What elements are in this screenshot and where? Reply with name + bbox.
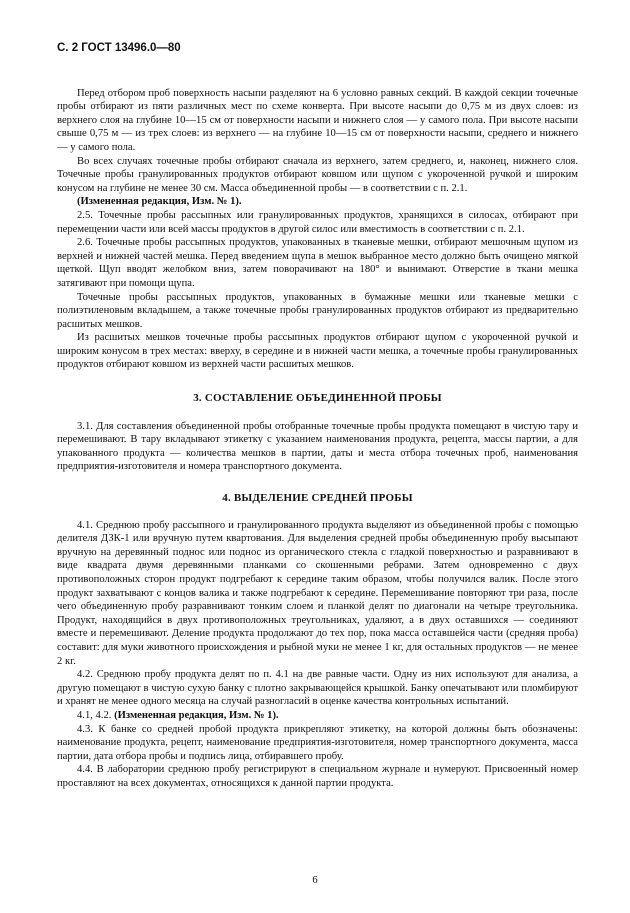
paragraph-4-2: 4.2. Среднюю пробу продукта делят по п. 4.1 на две равные части. Одну из них используют для анализа, а другую помещают в чистую сухую банку с плотно закрывающейся крышкой. Банку опечатывают или пломбируют и хранят не менее одного месяца на случай разногласий в оценке качества контрольных испытаний. [57, 669, 578, 708]
paragraph-3-1: 3.1. Для составления объединенной пробы отобранные точечные пробы продукта помещают в чистую тару и перемешивают. В тару вкладывают этикетку с указанием наименования продукта, рецепта, массы партии, а для упакованного продукта — количества мешков в партии, даты и места отбора точечных проб, наименования предприятия-изготовителя и номера транспортного документа. [57, 420, 578, 473]
paragraph-opened-bags: Из расшитых мешков точечные пробы рассыпных продуктов отбирают щупом с укороченной ручкой и широким конусом в трех местах: вверху, в середине и в нижней части мешка, а точечные пробы гранулированных продуктов отбирают ковшом из верхней части расшитых мешков. [57, 332, 578, 371]
paragraph-2-5: 2.5. Точечные пробы рассыпных или гранулированных продуктов, хранящихся в силосах, отбирают при перемещении части или всей массы продуктов в другой силос или вместимость в соответствии с п. 2.1. [57, 209, 578, 235]
paragraph-4-3: 4.3. К банке со средней пробой продукта прикрепляют этикетку, на которой должны быть обозначены: наименование продукта, рецепт, наименование предприятия-изготовителя, номер транспортного документа, масса партии, дата отбора пробы и подпись лица, отбиравшего пробу. [57, 723, 578, 762]
edit-note-4-prefix: 4.1, 4.2. [77, 709, 112, 721]
section-4-title: 4. ВЫДЕЛЕНИЕ СРЕДНЕЙ ПРОБЫ [222, 492, 413, 505]
paragraph-sampling-heap: Перед отбором проб поверхность насыпи разделяют на 6 условно равных секций. В каждой секции точечные пробы отбирают из пяти различных мест по схеме конверта. При высоте насыпи до 0,75 м из двух слоев: из верхнего слоя на глубине 10—15 см от поверхности насыпи и нижнего слоя — у самого пола. При высоте насыпи свыше 0,75 м — из трех слоев: из верхнего — на глубине 10—15 см от поверхности насыпи, среднего и нижнего — у самого пола. [57, 87, 578, 153]
page-header: С. 2 ГОСТ 13496.0—80 [57, 42, 181, 54]
page-number: 6 [312, 875, 318, 886]
document-page [57, 42, 578, 791]
paragraph-4-4: 4.4. В лаборатории среднюю пробу регистрируют в специальном журнале и нумеруют. Присвоенный номер проставляют на всех документах, относящихся к данной партии продукта. [57, 764, 578, 789]
edit-note-4-text: (Измененная редакция, Изм. № 1). [114, 709, 279, 721]
section-3-title: 3. СОСТАВЛЕНИЕ ОБЪЕДИНЕННОЙ ПРОБЫ [193, 392, 442, 405]
paragraph-2-6: 2.6. Точечные пробы рассыпных продуктов, упакованных в тканевые мешки, отбирают мешочным щупом из верхней и нижней частей мешка. Перед введением щупа в мешок выбранное место должно быть очищено мягкой щеткой. Щуп вводят желобком вниз, затем поворачивают на 180° и вынимают. Отверстие в ткани мешка затягивают при помощи щупа. [57, 237, 578, 289]
edit-note-4 [57, 709, 578, 723]
paragraph-sampling-layers: Во всех случаях точечные пробы отбирают сначала из верхнего, затем среднего, и, наконец, нижнего слоя. Точечные пробы гранулированных продуктов отбирают ковшом или щупом с укороченной ручкой и широким конусом на глубине не менее 30 см. Масса объединенной пробы — в соответствии с п. 2.1. [57, 155, 578, 194]
paragraph-4-1: 4.1. Среднюю пробу рассыпного и гранулированного продукта выделяют из объединенной пробы с помощью делителя ДЗК-1 или вручную путем квартования. Для выделения средней пробы объединенную пробу высыпают вручную на деревянный поднос или поднос из органического стекла с гладкой поверхностью и разравнивают в виде квадрата двумя деревянными планками со скошенными ребрами. Затем одновременно с двух противоположных сторон продукт подгребают к середине таким образом, чтобы получился валик. После этого продукт захватывают с концов валика и также подгребают к середине. Перемешивание повторяют три раза, после чего объединенную пробу разравнивают тонким слоем и планкой делят по диагонали на четыре треугольника. Продукт, находящийся в двух противоположных треугольниках, удаляют, а в двух оставшихся — соединяют вместе и перемешивают. Деление продукта продолжают до тех пор, пока масса оставшейся части (средняя проба) составит: для муки животного происхождения и рыбной муки не менее 1 кг, для остальных продуктов — не менее 2 кг. [57, 519, 578, 667]
edit-note: (Измененная редакция, Изм. № 1). [77, 196, 242, 208]
paragraph-paper-bags: Точечные пробы рассыпных продуктов, упакованных в бумажные мешки или тканевые мешки с полиэтиленовым вкладышем, а также точечные пробы гранулированных продуктов отбирают из предварительно расшитых мешков. [57, 291, 578, 330]
